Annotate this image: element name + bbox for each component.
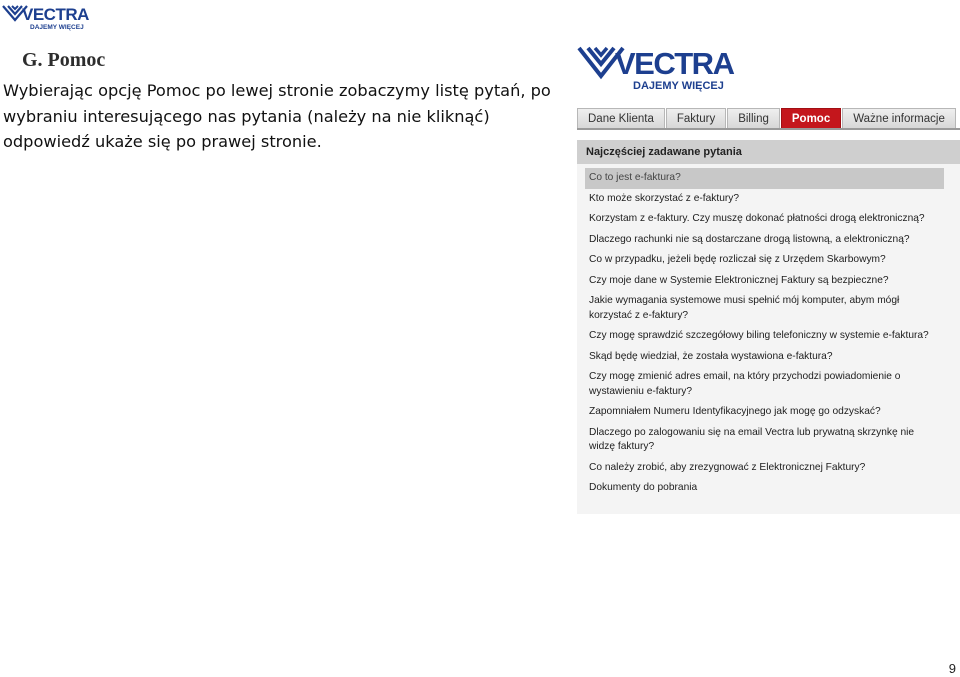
help-screenshot — [575, 0, 960, 520]
logo-name: VECTRA — [615, 46, 734, 81]
section-paragraph: Wybierając opcję Pomoc po lewej stronie zobaczymy listę pytań, po wybraniu interesującego nas pytania (należy na nie kliknąć) odpowiedź ukaże się po prawej stronie. — [3, 81, 551, 151]
faq-item[interactable]: Co to jest e-faktura? — [585, 168, 944, 189]
logo-tagline: DAJEMY WIĘCEJ — [633, 80, 724, 92]
section-heading: G. Pomoc — [22, 49, 106, 71]
faq-item[interactable]: Jakie wymagania systemowe musi spełnić mój komputer, abym mógł korzystać z e-faktury? — [589, 295, 900, 321]
tab-dane-klienta[interactable]: Dane Klienta — [577, 108, 665, 129]
tab-billing[interactable]: Billing — [727, 108, 780, 129]
faq-list — [577, 164, 960, 499]
faq-item[interactable]: Czy mogę sprawdzić szczegółowy biling telefoniczny w systemie e-faktura? — [589, 330, 929, 341]
faq-item[interactable]: Zapomniałem Numeru Identyfikacyjnego jak mogę go odzyskać? — [589, 406, 881, 417]
tab-divider — [577, 128, 960, 130]
tab-pomoc[interactable]: Pomoc — [781, 108, 841, 129]
tab-bar — [577, 108, 957, 130]
logo-name: VECTRA — [22, 5, 89, 24]
vectra-logo — [577, 42, 747, 94]
faq-item[interactable]: Czy moje dane w Systemie Elektronicznej Faktury są bezpieczne? — [589, 274, 889, 286]
faq-item[interactable]: Dlaczego po zalogowaniu się na email Vectra lub prywatną skrzynkę nie widzę faktury? — [589, 426, 915, 452]
page-number: 9 — [948, 661, 956, 676]
faq-item[interactable]: Dlaczego rachunki nie są dostarczane drogą listowną, a elektroniczną? — [589, 233, 910, 245]
faq-item[interactable]: Co w przypadku, jeżeli będę rozliczał się z Urzędem Skarbowym? — [589, 254, 886, 265]
faq-item[interactable]: Co należy zrobić, aby zrezygnować z Elektronicznej Faktury? — [589, 461, 866, 473]
vectra-logo — [2, 2, 94, 34]
tab-wazne-informacje[interactable]: Ważne informacje — [842, 108, 956, 129]
faq-title: Najczęściej zadawane pytania — [577, 140, 960, 164]
faq-item[interactable]: Dokumenty do pobrania — [589, 482, 698, 493]
faq-item[interactable]: Czy mogę zmienić adres email, na który przychodzi powiadomienie o wystawieniu e-faktury? — [589, 371, 901, 397]
faq-item[interactable]: Korzystam z e-faktury. Czy muszę dokonać płatności drogą elektroniczną? — [589, 213, 925, 224]
logo-tagline: DAJEMY WIĘCEJ — [30, 24, 84, 31]
faq-item[interactable]: Skąd będę wiedział, że została wystawiona e-faktura? — [589, 350, 833, 362]
faq-panel — [577, 140, 960, 514]
tab-faktury[interactable]: Faktury — [666, 108, 726, 129]
faq-item[interactable]: Kto może skorzystać z e-faktury? — [589, 192, 740, 204]
